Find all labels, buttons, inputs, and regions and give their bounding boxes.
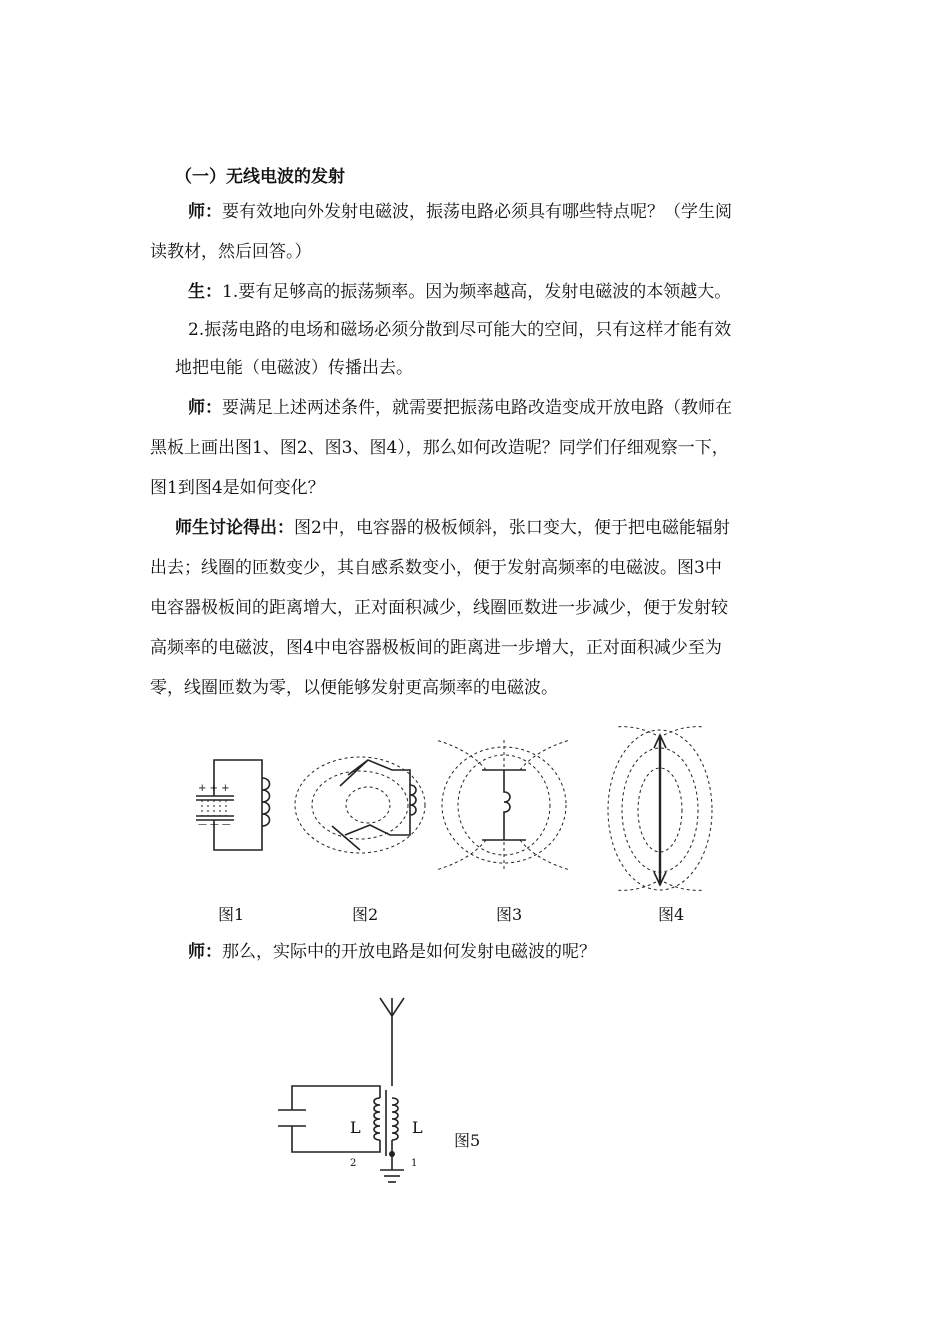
figure-5-caption: 图5 (454, 1131, 481, 1150)
paragraph-line: 地把电能（电磁波）传播出去。 (175, 358, 413, 378)
paragraph-line: 黑板上画出图1、图2、图3、图4），那么如何改造呢？同学们仔细观察一下， (150, 438, 729, 458)
paragraph-teacher-3 (188, 940, 848, 964)
paragraph-text: 1.要有足够高的振荡频率。因为频率越高，发射电磁波的本领越大。 (222, 282, 732, 302)
figure-4-caption: 图4 (658, 905, 685, 924)
paragraph-line: 出去；线圈的匝数变少，其自感系数变小，便于发射高频率的电磁波。图3中 (150, 558, 722, 578)
figure-5-transmitter-circuit (278, 998, 404, 1182)
figure-1-caption: 图1 (218, 905, 245, 924)
terminal-label-2: 2 (350, 1158, 357, 1169)
paragraph-line: 图1到图4是如何变化？ (150, 478, 325, 498)
paragraph-line: 电容器极板间的距离增大，正对面积减少，线圈匝数进一步减少，便于发射较 (150, 598, 728, 618)
paragraph-text: 那么，实际中的开放电路是如何发射电磁波的呢？ (222, 942, 596, 962)
paragraph-line: 高频率的电磁波，图4中电容器极板间的距离进一步增大，正对面积减少至为 (150, 638, 722, 658)
terminal-label-1: 1 (411, 1158, 418, 1169)
plus-marks: + + + (198, 783, 230, 794)
figure-2-caption: 图2 (352, 905, 379, 924)
paragraph-line: 读教材，然后回答。） (150, 242, 312, 262)
paragraph-text: 要有效地向外发射电磁波，振荡电路必须具有哪些特点呢？（学生阅 (222, 202, 732, 222)
figure-1-lc-circuit (196, 760, 270, 850)
figure-2-opened-capacitor (295, 757, 425, 853)
speaker-label: 师： (188, 942, 222, 962)
speaker-label: 师： (188, 202, 222, 222)
paragraph-line: 零，线圈匝数为零，以便能够发射更高频率的电磁波。 (150, 678, 558, 698)
figure-3-caption: 图3 (496, 905, 523, 924)
minus-marks: — — — (198, 820, 231, 830)
inductor-label-right: L (412, 1118, 423, 1137)
speaker-label: 师： (188, 398, 222, 418)
paragraph-text: 图2中，电容器的极板倾斜，张口变大，便于把电磁能辐射 (294, 518, 730, 538)
speaker-label: 师生讨论得出： (175, 518, 294, 538)
figure-4-antenna-fields (608, 727, 712, 891)
section-title: （一）无线电波的发射 (175, 167, 345, 187)
figure-3-dipole-fields (436, 740, 570, 872)
paragraph-text: 要满足上述两述条件，就需要把振荡电路改造变成开放电路（教师在 (222, 398, 732, 418)
inductor-label-left: L (350, 1118, 361, 1137)
paragraph-line: 2.振荡电路的电场和磁场必须分散到尽可能大的空间，只有这样才能有效 (188, 320, 732, 340)
speaker-label: 生： (188, 282, 222, 302)
